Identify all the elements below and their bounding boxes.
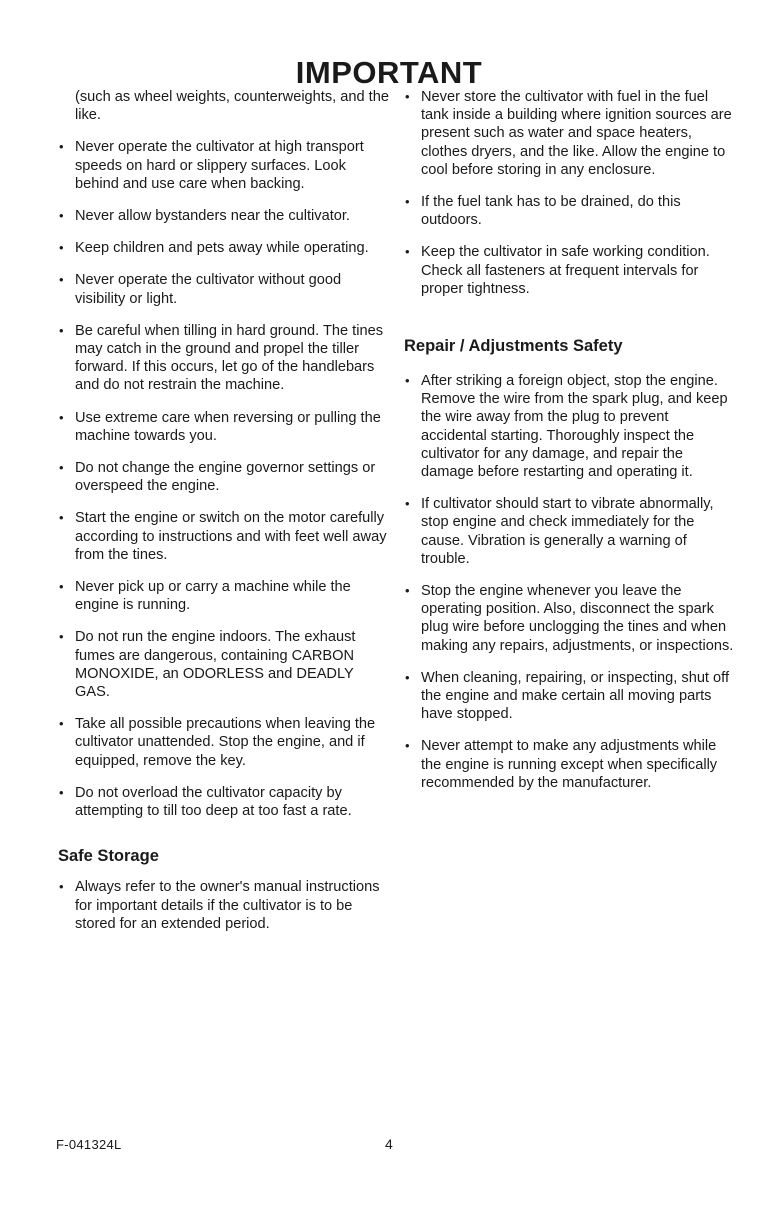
list-item: • Never pick up or carry a machine while the engine is running.	[58, 578, 390, 614]
list-item: • Stop the engine whenever you leave the operating position. Also, disconnect the spark plug wire before unclogging the tines and when making any repairs, adjustments, or inspections.	[404, 582, 736, 655]
list-item: • Keep the cultivator in safe working condition. Check all fasteners at frequent intervals for proper tightness.	[404, 243, 736, 298]
list-item: • Never operate the cultivator without good visibility or light.	[58, 271, 390, 307]
right-column	[404, 88, 736, 806]
list-item: • Do not run the engine indoors. The exhaust fumes are dangerous, containing CARBON MONOXIDE, an ODORLESS and DEADLY GAS.	[58, 628, 390, 701]
list-item: • Do not change the engine governor settings or overspeed the engine.	[58, 459, 390, 495]
list-item: • Never allow bystanders near the cultivator.	[58, 207, 390, 225]
repair-safety-heading: Repair / Adjustments Safety	[404, 337, 623, 356]
list-item: • Never operate the cultivator at high transport speeds on hard or slippery surfaces. Look behind and use care when backing.	[58, 138, 390, 193]
list-item: • If the fuel tank has to be drained, do this outdoors.	[404, 193, 736, 229]
list-item: • Be careful when tilling in hard ground. The tines may catch in the ground and propel the tiller forward. If this occurs, let go of the handlebars and do not restrain the machine.	[58, 322, 390, 395]
page-number: 4	[385, 1136, 393, 1152]
list-item: • Keep children and pets away while operating.	[58, 239, 390, 257]
document-code: F-041324L	[56, 1137, 122, 1152]
list-item: • Always refer to the owner's manual instructions for important details if the cultivator is to be stored for an extended period.	[58, 878, 390, 933]
safe-storage-heading: Safe Storage	[58, 847, 159, 866]
list-item: • After striking a foreign object, stop the engine. Remove the wire from the spark plug, and keep the wire away from the plug to prevent accidental starting. Thoroughly inspect the cultivator for any damage, and repair the damage before restarting and operating it.	[404, 372, 736, 481]
continuation-text: (such as wheel weights, counterweights, and the like.	[75, 89, 389, 124]
storage-safety-list	[404, 88, 736, 298]
list-item: • Never store the cultivator with fuel in the fuel tank inside a building where ignition sources are present such as water and space heaters, clothes dryers, and the like. Allow the engine to cool before storing in any enclosure.	[404, 88, 736, 179]
page-title: IMPORTANT	[295, 55, 483, 90]
list-item: • Take all possible precautions when leaving the cultivator unattended. Stop the engine, and if equipped, remove the key.	[58, 715, 390, 770]
list-item: • When cleaning, repairing, or inspecting, shut off the engine and make certain all moving parts have stopped.	[404, 669, 736, 724]
list-item: • Do not overload the cultivator capacity by attempting to till too deep at too fast a rate.	[58, 784, 390, 820]
list-item: • Start the engine or switch on the motor carefully according to instructions and with feet well away from the tines.	[58, 509, 390, 564]
general-safety-list	[58, 138, 390, 820]
list-item: • Never attempt to make any adjustments while the engine is running except when specifically recommended by the manufacturer.	[404, 737, 736, 792]
list-item: • If cultivator should start to vibrate abnormally, stop engine and check immediately for the cause. Vibration is generally a warning of trouble.	[404, 495, 736, 568]
repair-safety-list	[404, 372, 736, 792]
left-column	[58, 88, 390, 947]
safe-storage-list	[58, 878, 390, 933]
list-item: • Use extreme care when reversing or pulling the machine towards you.	[58, 409, 390, 445]
